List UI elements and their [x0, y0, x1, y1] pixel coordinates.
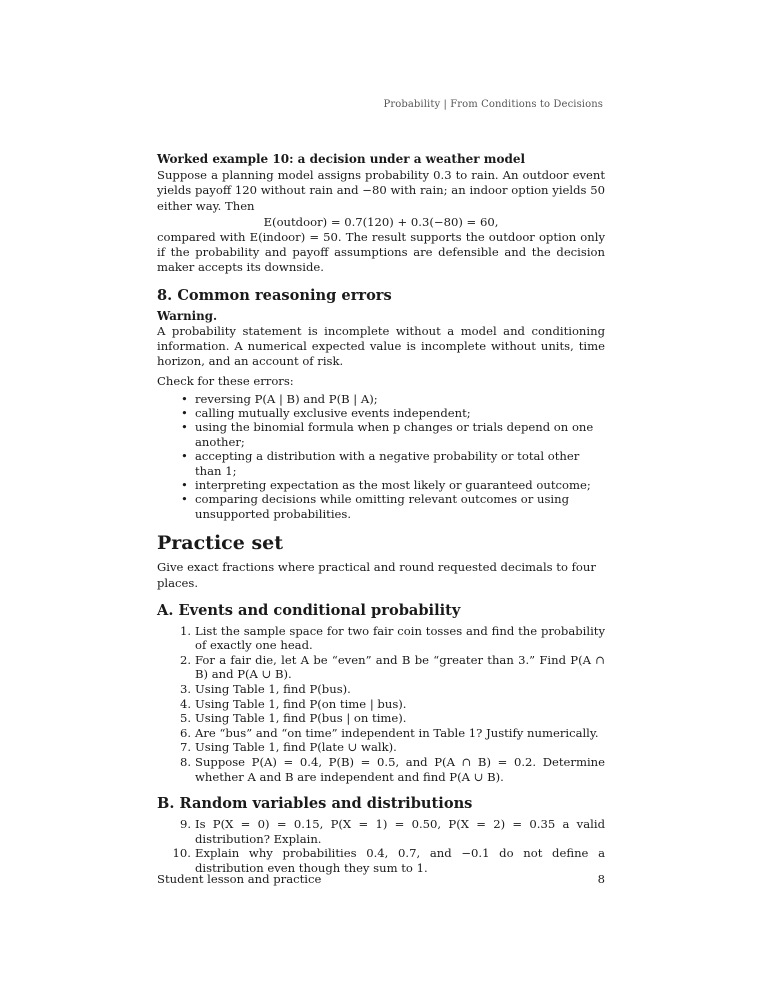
problem-text: Using Table 1, find P(bus).	[195, 682, 351, 697]
problem-number: 5.	[179, 711, 191, 726]
problem-text: Using Table 1, find P(bus | on time).	[195, 711, 407, 726]
part-a-problems	[157, 624, 605, 785]
problem-item	[157, 755, 605, 784]
warning-text: A probability statement is incomplete without a model and conditioning information. A numerical expected value is incomplete without units, time horizon, and an account of risk.	[157, 323, 605, 369]
list-item-text: calling mutually exclusive events independent;	[195, 406, 471, 421]
problem-item	[157, 726, 605, 741]
worked-example-intro: Suppose a planning model assigns probability 0.3 to rain. An outdoor event yields payoff 120 without rain and −80 with rain; an indoor option yields 50 either way. Then	[157, 168, 605, 213]
problem-item	[157, 711, 605, 726]
running-header: Probability | From Conditions to Decisions	[383, 99, 603, 110]
part-a-heading: A. Events and conditional probability	[157, 601, 461, 619]
list-item	[157, 449, 605, 478]
problem-item	[157, 697, 605, 712]
problem-item	[157, 682, 605, 697]
problem-item	[157, 817, 605, 846]
error-list	[157, 392, 605, 522]
footer-label: Student lesson and practice	[157, 872, 322, 886]
worked-example-title: Worked example 10: a decision under a weather model	[157, 152, 526, 166]
problem-number: 6.	[179, 725, 191, 740]
practice-intro: Give exact fractions where practical and round requested decimals to four places.	[157, 560, 596, 590]
problem-number: 2.	[179, 652, 191, 667]
list-item-text: using the binomial formula when p changes or trials depend on one another;	[195, 420, 594, 449]
page-content	[157, 152, 605, 876]
problem-item	[157, 624, 605, 653]
problem-text: Is P(X = 0) = 0.15, P(X = 1) = 0.50, P(X = 2) = 0.35 a valid distribution? Explain.	[195, 817, 605, 846]
part-b-problems	[157, 817, 605, 875]
problem-text: Explain why probabilities 0.4, 0.7, and −0.1 do not define a distribution even though they sum to 1.	[195, 846, 605, 876]
problem-text: Using Table 1, find P(late ∪ walk).	[195, 740, 397, 755]
problem-number: 1.	[179, 623, 191, 638]
list-item-text: interpreting expectation as the most likely or guaranteed outcome;	[195, 478, 591, 493]
bullet-icon: •	[181, 492, 188, 507]
page-footer	[157, 872, 605, 886]
bullet-icon: •	[181, 420, 188, 435]
expected-value-equation: E(outdoor) = 0.7(120) + 0.3(−80) = 60,	[263, 214, 499, 229]
problem-text: For a fair die, let A be “even” and B be “greater than 3.” Find P(A ∩ B) and P(A ∪ B).	[195, 652, 605, 682]
list-item	[157, 492, 605, 521]
worked-example	[157, 152, 605, 276]
problem-text: Suppose P(A) = 0.4, P(B) = 0.5, and P(A ∩ B) = 0.2. Determine whether A and B are independent and find P(A ∪ B).	[195, 755, 605, 784]
problem-number: 3.	[179, 682, 191, 697]
bullet-icon: •	[181, 406, 188, 421]
list-item	[157, 478, 605, 492]
problem-number: 7.	[179, 740, 191, 755]
problem-text: List the sample space for two fair coin tosses and find the probability of exactly one head.	[195, 623, 605, 653]
problem-item	[157, 740, 605, 755]
problem-text: Are “bus” and “on time” independent in Table 1? Justify numerically.	[195, 725, 599, 740]
section-heading: 8. Common reasoning errors	[157, 286, 392, 304]
bullet-icon: •	[181, 478, 188, 493]
problem-number: 4.	[179, 696, 191, 711]
problem-number: 9.	[179, 817, 191, 832]
problem-number: 8.	[179, 755, 191, 770]
list-item	[157, 392, 605, 406]
practice-heading: Practice set	[157, 532, 284, 555]
list-item	[157, 406, 605, 420]
list-item-text: comparing decisions while omitting relevant outcomes or using unsupported probabilities.	[195, 492, 570, 521]
problem-number: 10.	[172, 846, 191, 861]
bullet-icon: •	[181, 449, 188, 464]
page-number: 8	[597, 872, 605, 886]
part-b-heading: B. Random variables and distributions	[157, 795, 473, 813]
check-intro: Check for these errors:	[157, 374, 294, 389]
list-item-text: accepting a distribution with a negative probability or total other than 1;	[195, 449, 580, 478]
list-item-text: reversing P(A | B) and P(B | A);	[195, 391, 378, 406]
problem-text: Using Table 1, find P(on time | bus).	[195, 696, 407, 711]
warning-title: Warning.	[157, 308, 218, 323]
problem-item	[157, 653, 605, 682]
bullet-icon: •	[181, 391, 188, 406]
worked-example-conclusion: compared with E(indoor) = 50. The result supports the outdoor option only if the probability and payoff assumptions are defensible and the decision maker accepts its downside.	[157, 230, 605, 275]
list-item	[157, 420, 605, 449]
